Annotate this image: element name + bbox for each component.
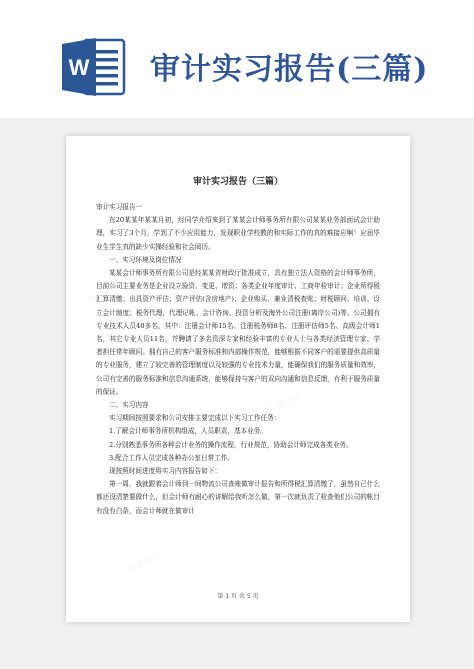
document-paragraph: 3.配合工作人员完成各种办公室日常工作。 <box>109 453 234 462</box>
watermark: 熊猫办公 <box>266 390 303 417</box>
document-paragraph: 现按照时间进度将实习内容报告如下： <box>109 467 222 476</box>
document-paragraph: 在20某某年某某月初，经同学介绍来到了某某会计师事务所有限公司某某业务部面试会计助理，实习了3个月，学到了不少应用能力，发现职业学校教的和实际工作的真的难接应啊！应届毕业生学生真的缺少实操经验和社会阅历。 <box>96 216 380 251</box>
document-paragraph: 二、实习内容 <box>109 401 149 410</box>
watermark: 熊猫办公 <box>86 280 123 307</box>
svg-text:W: W <box>68 55 90 80</box>
document-paragraph: 审计实习报告一 <box>96 203 143 211</box>
document-paragraph: 第一周，我就跟着会计师到一间物流公司查账做审计报告和所得税汇算清缴了，虽然自己什么都还没清楚要做什么，但会计师有耐心的讲解给我听怎么做，第一次就负责了检查他们公司的帐目有没有白条，而会计师就在做审计 <box>96 480 380 515</box>
document-title: 审计实习报告（三篇） <box>192 177 283 187</box>
page-indicator: 第 1 页 共 5 页 <box>217 593 259 600</box>
document-body <box>96 201 380 518</box>
header-banner <box>0 0 474 118</box>
document-paragraph: 1.了解会计师事务所机构组成，人员职责，基本业务。 <box>109 427 267 436</box>
page-title: 审计实习报告(三篇) <box>150 52 429 87</box>
word-icon <box>62 36 126 98</box>
document-page <box>66 136 410 622</box>
document-paragraph: 某某会计师事务所有限公司是经某某省财政厅批准成立，具有独立法人资格的会计师事务所，目前公司主要业务是企业设立验资、变更、增资；各类企业年度审计、工商年检审计；企业所得税汇算清缴；出具资产评估；资产评估(含房地产)；企业购买、兼业清税查账；财税顾问、培训、设立会计制度；税务代理，代理记帐、会计咨询、投资分析及海外公司注册(离岸公司)等。公司拥有专业技术人员40多名，其中：注册会计师15名、注册税务师8名、注册评估师5名、高级会计师1名，其它专业人员11名，并聘请了多名资深专家和经验丰富的专业人士与各类经济管理专家、学者担任常年顾问。拥有自己的客户服务标准和内部操作规范，能够根据不同客户的需要提供高质量的专业服务，建立了较完善的管理制度以及较强的专业技术力量，能确保我们的服务质量和效率，公司有完善的服务标准和信息沟通系统，能够保持与客户的双向沟通和信息反馈，有利于服务质量的保证。 <box>96 269 380 396</box>
watermark: 熊猫办公 <box>126 550 163 577</box>
document-paragraph: 实习期间按照要求和公司安排主要完成以下实习工作任务： <box>109 414 281 423</box>
document-paragraph: 2.分别熟悉事务所各种会计业务的操作流程，行业规范，协助会计师完成各类业务。 <box>109 440 353 449</box>
document-paragraph: 一、实习环境及岗位情况 <box>109 255 182 264</box>
